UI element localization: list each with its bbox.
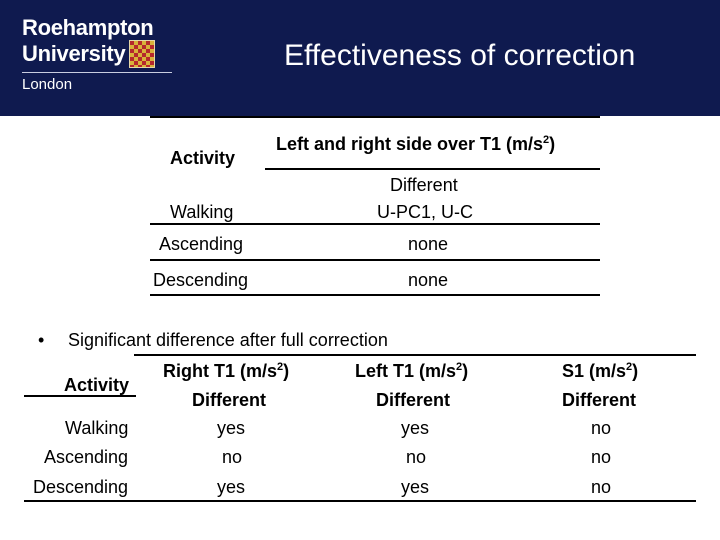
university-logo — [22, 16, 172, 94]
row-value: yes — [217, 477, 246, 497]
table-rule — [134, 354, 696, 356]
table-rule — [150, 259, 600, 261]
logo-line-3: London — [22, 76, 73, 93]
column-header-right-t1: Right T1 $(m/s^2)$ — [163, 361, 290, 381]
logo-divider — [22, 72, 172, 73]
column-subheader: Different — [562, 390, 637, 410]
logo-line-2: University — [22, 41, 126, 66]
row-value: no — [591, 418, 612, 438]
row-value: yes — [401, 477, 430, 497]
header-banner — [0, 0, 720, 116]
crest-icon — [129, 40, 155, 68]
row-value: no — [591, 447, 612, 467]
column-header-s1: S1 $(m/s^2)$ — [562, 361, 639, 381]
row-activity: Walking — [65, 418, 129, 438]
column-header-left-t1: Left T1 $(m/s^2)$ — [355, 361, 469, 381]
column-subheader: Different — [192, 390, 267, 410]
logo-line-1: Roehampton — [22, 15, 154, 40]
row-value: no — [591, 477, 612, 497]
row-value: no — [222, 447, 243, 467]
row-value: U-PC1, U-C — [377, 202, 474, 222]
column-header-activity: Activity — [64, 375, 130, 395]
bullet-text: Significant difference after full correction — [68, 330, 388, 350]
table-rule — [24, 500, 696, 502]
table-rule — [265, 168, 600, 170]
row-value: yes — [401, 418, 430, 438]
row-activity: Walking — [170, 202, 234, 222]
bullet-point — [38, 330, 388, 351]
column-header-activity: Activity — [170, 148, 236, 168]
bullet-icon: • — [38, 330, 45, 350]
row-activity: Descending — [33, 477, 129, 497]
row-value: no — [406, 447, 427, 467]
table-rule — [150, 223, 600, 225]
row-activity: Descending — [153, 270, 249, 290]
slide-title: Effectiveness of correction — [284, 39, 636, 72]
row-activity: Ascending — [44, 447, 129, 467]
table-full-correction — [24, 352, 696, 504]
table-side-comparison — [150, 116, 600, 298]
row-value: yes — [217, 418, 246, 438]
row-value: none — [408, 234, 449, 254]
row-value: Different — [390, 175, 458, 195]
table-rule — [24, 395, 136, 397]
table-rule — [150, 116, 600, 118]
table-rule — [150, 294, 600, 296]
column-header-left-right: Left and right side over T1 $(m/s^2)$ — [276, 134, 556, 154]
row-activity: Ascending — [159, 234, 244, 254]
column-subheader: Different — [376, 390, 451, 410]
row-value: none — [408, 270, 449, 290]
